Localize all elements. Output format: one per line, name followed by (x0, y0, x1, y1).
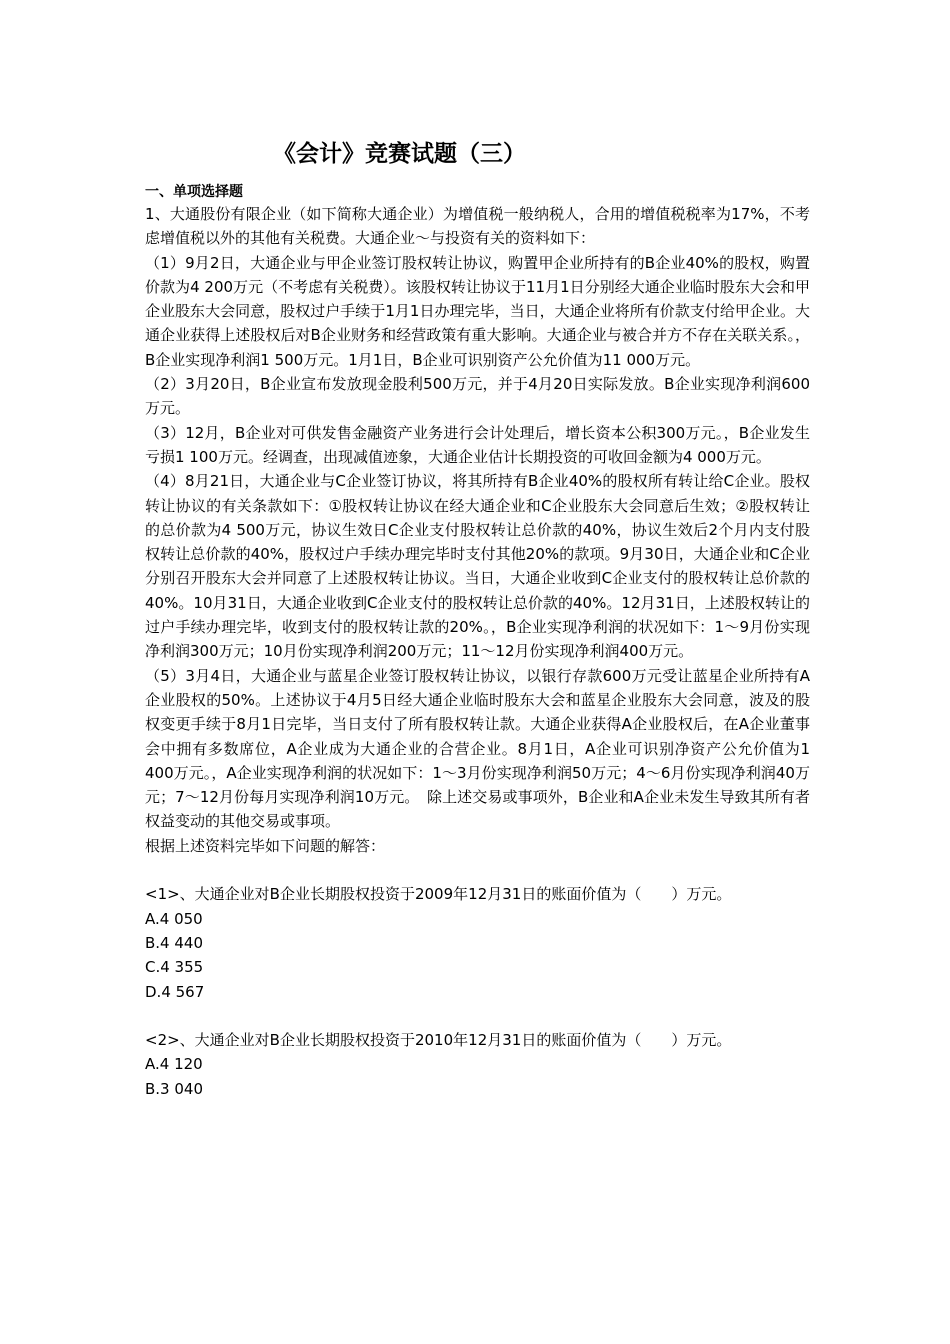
document-page (145, 128, 810, 1101)
option-b: B.3 040 (145, 1079, 204, 1098)
option-d: D.4 567 (145, 982, 205, 1001)
material-item-5: （5）3月4日，大通企业与蓝星企业签订股权转让协议，以银行存款600万元受让蓝星企业所持有A企业股权的50%。上述协议于4月5日经大通企业临时股东大会和蓝星企业股东大会同意，波及的股权变更手续于8月1日完毕，当日支付了所有股权转让款。大通企业获得A企业股权后，在A企业董事会中拥有多数席位，A企业成为大通企业的合营企业。8月1日，A企业可识别净资产公允价值为1 400万元。，A企业实现净利润的状况如下：1～3月份实现净利润50万元；4～6月份实现净利润40万元；7～12月份每月实现净利润10万元。 除上述交易或事项外，B企业和A企业未发生导致其所有者权益变动的其他交易或事项。 (145, 666, 810, 831)
section-heading: 一、单项选择题 (145, 184, 243, 200)
material-item-4: （4）8月21日，大通企业与C企业签订协议，将其所持有B企业40%的股权所有转让给C企业。股权转让协议的有关条款如下：①股权转让协议在经大通企业和C企业股东大会同意后生效；②股权转让的总价款为4 500万元，协议生效日C企业支付股权转让总价款的40%，协议生效后2个月内支付股权转让总价款的40%，股权过户手续办理完毕时支付其他20%的款项。9月30日，大通企业和C企业分别召开股东大会并同意了上述股权转让协议。当日，大通企业收到C企业支付的股权转让总价款的40%。10月31日，大通企业收到C企业支付的股权转让总价款的40%。12月31日，上述股权转让的过户手续办理完毕，收到支付的股权转让款的20%。，B企业实现净利润的状况如下：1～9月份实现净利润300万元；10月份实现净利润200万元；11～12月份实现净利润400万元。 (145, 472, 810, 661)
question-2 (145, 1028, 810, 1101)
option-b: B.4 440 (145, 933, 204, 952)
question-stem: <1>、大通企业对B企业长期股权投资于2009年12月31日的账面价值为（ ）万元。 (145, 885, 732, 904)
material-item-2: （2）3月20日，B企业宣布发放现金股利500万元，并于4月20日实际发放。B企业实现净利润600万元。 (145, 375, 810, 418)
question-stem: <2>、大通企业对B企业长期股权投资于2010年12月31日的账面价值为（ ）万元。 (145, 1031, 732, 1050)
material-item-1: （1）9月2日，大通企业与甲企业签订股权转让协议，购置甲企业所持有的B企业40%的股权，购置价款为4 200万元（不考虑有关税费）。该股权转让协议于11月1日分别经大通企业临时股东大会和甲企业股东大会同意，股权过户手续于1月1日办理完毕，当日，大通企业将所有价款支付给甲企业。大通企业获得上述股权后对B企业财务和经营政策有重大影响。大通企业与被合并方不存在关联关系。，B企业实现净利润1 500万元。1月1日，B企业可识别资产公允价值为11 000万元。 (145, 253, 810, 369)
answer-prompt: 根据上述资料完毕如下问题的解答： (145, 836, 386, 855)
spacer (145, 858, 810, 882)
question-1 (145, 882, 810, 1003)
option-c: C.4 355 (145, 958, 204, 977)
question-intro: 1、大通股份有限企业（如下简称大通企业）为增值税一般纳税人，合用的增值税税率为17%，不考虑增值税以外的其他有关税费。大通企业～与投资有关的资料如下： (145, 205, 810, 248)
material-item-3: （3）12月，B企业对可供发售金融资产业务进行会计处理后，增长资本公积300万元。，B企业发生亏损1 100万元。经调查，出现减值迹象，大通企业估计长期投资的可收回金额为4 000万元。 (145, 423, 810, 466)
spacer (145, 1004, 810, 1028)
option-a: A.4 050 (145, 909, 203, 928)
option-a: A.4 120 (145, 1055, 203, 1074)
document-title: 《会计》竞赛试题（三） (273, 141, 526, 167)
